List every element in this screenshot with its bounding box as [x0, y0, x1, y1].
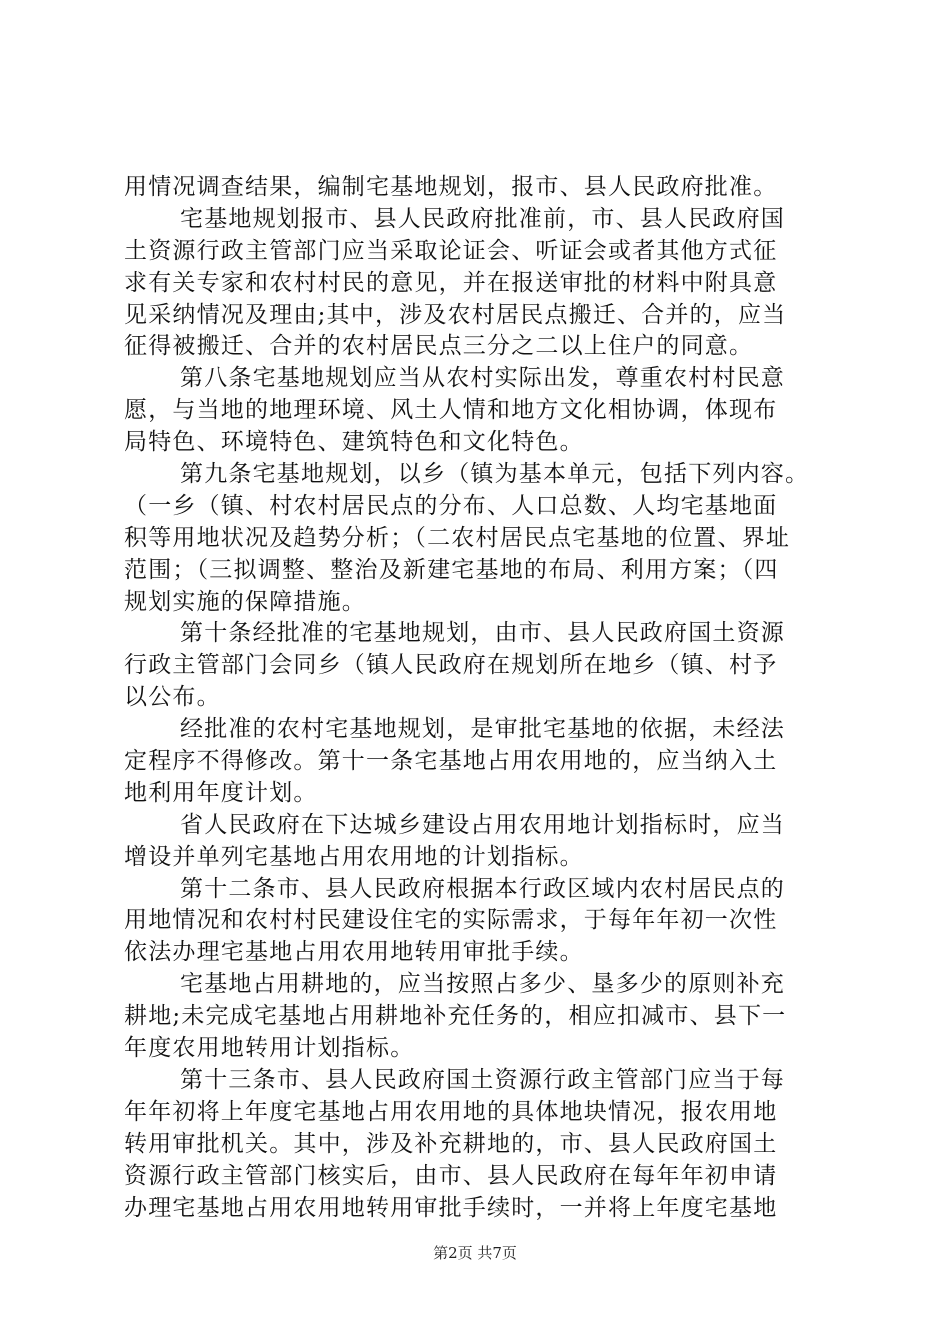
text-line: 土资源行政主管部门应当采取论证会、听证会或者其他方式征	[124, 237, 778, 264]
text-line: 规划实施的保障措施。	[124, 588, 366, 615]
text-line: 定程序不得修改。第十一条宅基地占用农用地的，应当纳入土	[124, 748, 778, 775]
text-line: 转用审批机关。其中，涉及补充耕地的，市、县人民政府国土	[124, 1130, 778, 1157]
text-line: 宅基地规划报市、县人民政府批准前，市、县人民政府国	[180, 205, 785, 232]
text-line: 行政主管部门会同乡（镇人民政府在规划所在地乡（镇、村予	[124, 652, 778, 679]
text-line: 见采纳情况及理由;其中，涉及农村居民点搬迁、合并的，应当	[124, 301, 787, 328]
page-number-footer: 第2页 共7页	[433, 1244, 517, 1262]
text-line: 积等用地状况及趋势分析；（二农村居民点宅基地的位置、界址	[124, 524, 791, 551]
text-line: 地利用年度计划。	[124, 779, 318, 806]
text-line: 资源行政主管部门核实后，由市、县人民政府在每年年初申请	[124, 1162, 778, 1189]
text-line: 愿，与当地的地理环境、风土人情和地方文化相协调，体现布	[124, 397, 778, 424]
text-line: 第十三条市、县人民政府国土资源行政主管部门应当于每	[180, 1066, 785, 1093]
text-line: 省人民政府在下达城乡建设占用农用地计划指标时，应当	[180, 811, 785, 838]
text-line: 第十条经批准的宅基地规划，由市、县人民政府国土资源	[180, 620, 785, 647]
text-line: 第十二条市、县人民政府根据本行政区域内农村居民点的	[180, 875, 785, 902]
text-line: 依法办理宅基地占用农用地转用审批手续。	[124, 939, 584, 966]
text-line: 以公布。	[124, 684, 221, 711]
text-line: 增设并单列宅基地占用农用地的计划指标。	[124, 843, 584, 870]
text-line: 经批准的农村宅基地规划，是审批宅基地的依据，未经法	[180, 716, 785, 743]
text-line: 用地情况和农村村民建设住宅的实际需求，于每年年初一次性	[124, 907, 778, 934]
text-line: 第八条宅基地规划应当从农村实际出发，尊重农村村民意	[180, 365, 785, 392]
text-line: 求有关专家和农村村民的意见，并在报送审批的材料中附具意	[124, 269, 778, 296]
text-line: 第九条宅基地规划，以乡（镇为基本单元，包括下列内容。	[180, 461, 810, 488]
text-line: （一乡（镇、村农村居民点的分布、人口总数、人均宅基地面	[124, 492, 778, 519]
text-line: 办理宅基地占用农用地转用审批手续时，一并将上年度宅基地	[124, 1194, 778, 1221]
document-body	[124, 172, 836, 1224]
text-line: 范围；（三拟调整、整治及新建宅基地的布局、利用方案；（四	[124, 556, 779, 583]
text-line: 年度农用地转用计划指标。	[124, 1035, 415, 1062]
text-line: 局特色、环境特色、建筑特色和文化特色。	[124, 429, 584, 456]
text-line: 宅基地占用耕地的，应当按照占多少、垦多少的原则补充	[180, 971, 785, 998]
text-line: 年年初将上年度宅基地占用农用地的具体地块情况，报农用地	[124, 1098, 778, 1125]
text-line: 征得被搬迁、合并的农村居民点三分之二以上住户的同意。	[124, 333, 754, 360]
text-line: 用情况调查结果，编制宅基地规划，报市、县人民政府批准。	[124, 174, 778, 200]
text-line: 耕地;未完成宅基地占用耕地补充任务的，相应扣减市、县下一	[124, 1003, 787, 1030]
